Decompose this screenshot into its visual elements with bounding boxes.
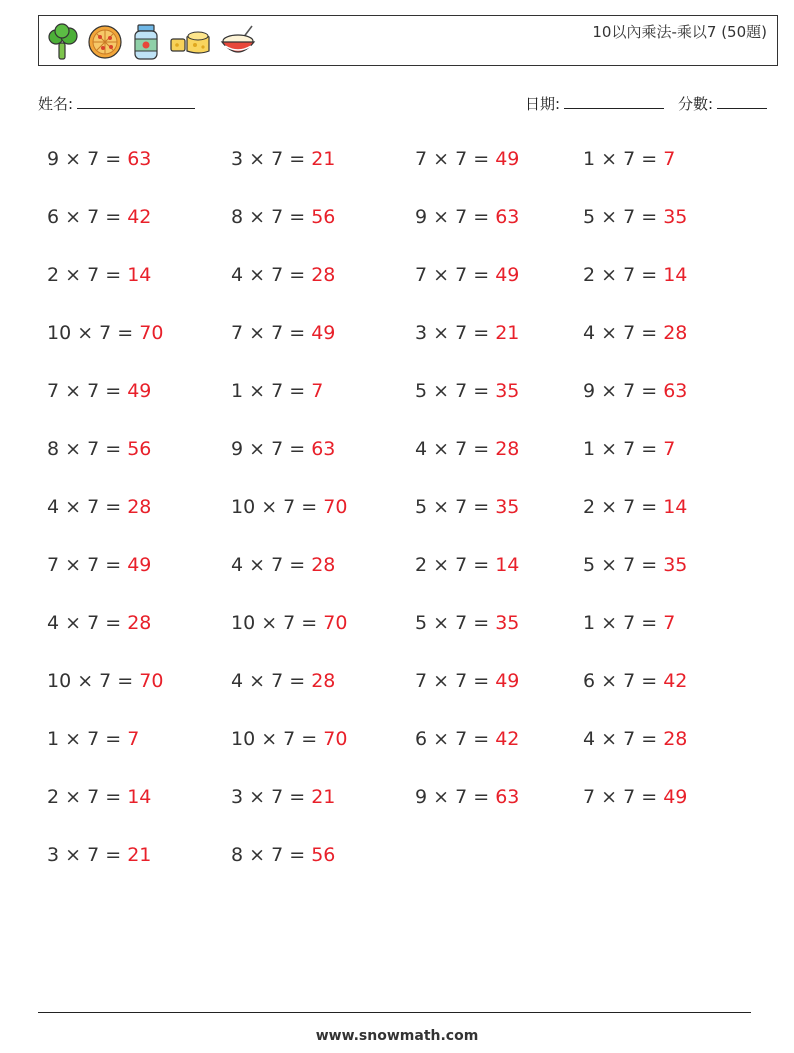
problem-item (231, 438, 335, 460)
problem-answer: 28 (663, 322, 688, 344)
problem-answer: 42 (663, 670, 688, 692)
problem-item (231, 322, 335, 344)
problem-item (231, 496, 347, 518)
problem-answer: 28 (663, 728, 688, 750)
problem-question: 1 × 7 = (583, 438, 664, 460)
problem-item (583, 670, 687, 692)
problem-item (415, 496, 519, 518)
name-label: 姓名: (38, 95, 74, 113)
problem-answer: 35 (663, 206, 688, 228)
problem-answer: 7 (663, 148, 676, 170)
problem-item (415, 612, 519, 634)
problem-answer: 56 (127, 438, 152, 460)
problem-answer: 28 (495, 438, 520, 460)
problem-answer: 49 (127, 380, 152, 402)
problem-item (415, 148, 519, 170)
date-label: 日期: (525, 95, 561, 113)
problem-item (583, 206, 687, 228)
problem-answer: 28 (311, 554, 336, 576)
problem-item (231, 148, 335, 170)
problem-answer: 42 (127, 206, 152, 228)
problem-item (583, 438, 675, 460)
problem-question: 2 × 7 = (583, 264, 664, 286)
problem-item (231, 844, 335, 866)
problem-question: 3 × 7 = (415, 322, 496, 344)
problem-question: 8 × 7 = (231, 206, 312, 228)
problem-item (47, 380, 151, 402)
problem-question: 1 × 7 = (583, 148, 664, 170)
problem-question: 2 × 7 = (415, 554, 496, 576)
problem-item (47, 438, 151, 460)
problem-item (583, 554, 687, 576)
problem-question: 5 × 7 = (415, 612, 496, 634)
problem-answer: 21 (311, 786, 336, 808)
problem-item (415, 206, 519, 228)
problem-item (583, 322, 687, 344)
problem-answer: 14 (663, 264, 688, 286)
problem-question: 9 × 7 = (47, 148, 128, 170)
problem-question: 10 × 7 = (231, 496, 324, 518)
problem-answer: 7 (663, 612, 676, 634)
problem-item (583, 380, 687, 402)
name-field[interactable] (38, 93, 195, 114)
problem-answer: 49 (495, 670, 520, 692)
problem-question: 9 × 7 = (583, 380, 664, 402)
problem-question: 4 × 7 = (231, 554, 312, 576)
problem-item (583, 612, 675, 634)
problem-question: 10 × 7 = (47, 670, 140, 692)
problem-item (415, 728, 519, 750)
footer-divider (38, 1012, 751, 1013)
problem-answer: 28 (127, 612, 152, 634)
problem-question: 6 × 7 = (415, 728, 496, 750)
score-line[interactable] (717, 94, 767, 109)
problem-answer: 35 (495, 496, 520, 518)
problem-item (47, 148, 151, 170)
problem-item (47, 554, 151, 576)
problem-question: 3 × 7 = (47, 844, 128, 866)
problem-answer: 28 (311, 670, 336, 692)
problem-answer: 7 (311, 380, 324, 402)
problem-question: 3 × 7 = (231, 786, 312, 808)
problem-answer: 70 (323, 496, 348, 518)
problem-answer: 70 (323, 612, 348, 634)
problem-item (231, 264, 335, 286)
problem-answer: 63 (127, 148, 152, 170)
problem-question: 4 × 7 = (47, 496, 128, 518)
problem-answer: 63 (311, 438, 336, 460)
problem-question: 7 × 7 = (415, 670, 496, 692)
problem-question: 6 × 7 = (47, 206, 128, 228)
worksheet-title: 10以內乘法-乘以7 (50題) (592, 23, 767, 41)
problem-question: 9 × 7 = (231, 438, 312, 460)
problem-question: 8 × 7 = (47, 438, 128, 460)
problem-question: 10 × 7 = (231, 728, 324, 750)
problem-answer: 21 (311, 148, 336, 170)
problem-question: 9 × 7 = (415, 206, 496, 228)
problem-item (415, 322, 519, 344)
broccoli-icon (47, 23, 79, 61)
problem-item (415, 438, 519, 460)
problem-item (415, 264, 519, 286)
problem-question: 7 × 7 = (415, 264, 496, 286)
problem-answer: 42 (495, 728, 520, 750)
problem-item (583, 786, 687, 808)
problem-answer: 49 (663, 786, 688, 808)
problem-question: 1 × 7 = (231, 380, 312, 402)
problem-question: 4 × 7 = (583, 728, 664, 750)
problem-item (415, 786, 519, 808)
cheese-icon (169, 25, 211, 59)
problem-answer: 35 (495, 380, 520, 402)
problem-item (231, 728, 347, 750)
problem-question: 4 × 7 = (583, 322, 664, 344)
footer-url: www.snowmath.com (315, 1028, 479, 1044)
problem-answer: 63 (663, 380, 688, 402)
problem-question: 7 × 7 = (415, 148, 496, 170)
name-line[interactable] (77, 94, 195, 109)
problem-question: 2 × 7 = (47, 264, 128, 286)
problem-answer: 28 (127, 496, 152, 518)
problem-question: 5 × 7 = (415, 380, 496, 402)
problem-item (231, 612, 347, 634)
problem-item (47, 670, 163, 692)
problem-item (415, 670, 519, 692)
problem-item (415, 554, 519, 576)
problem-question: 5 × 7 = (583, 554, 664, 576)
problem-answer: 7 (127, 728, 140, 750)
problem-question: 1 × 7 = (583, 612, 664, 634)
problem-question: 7 × 7 = (583, 786, 664, 808)
score-label: 分數: (678, 95, 714, 113)
problem-item (47, 728, 139, 750)
problem-question: 6 × 7 = (583, 670, 664, 692)
jam-jar-icon (131, 23, 161, 61)
problem-question: 7 × 7 = (47, 554, 128, 576)
problem-answer: 63 (495, 786, 520, 808)
problem-item (231, 554, 335, 576)
problem-question: 4 × 7 = (415, 438, 496, 460)
problem-item (47, 496, 151, 518)
problem-item (231, 786, 335, 808)
pizza-icon (87, 24, 123, 60)
problem-answer: 63 (495, 206, 520, 228)
problem-item (231, 670, 335, 692)
problem-item (47, 206, 151, 228)
food-icons (47, 22, 257, 62)
problem-item (47, 844, 151, 866)
problem-item (231, 380, 323, 402)
problem-answer: 70 (139, 670, 164, 692)
problem-item (583, 496, 687, 518)
score-field[interactable] (678, 93, 767, 114)
problem-question: 7 × 7 = (47, 380, 128, 402)
problem-item (583, 264, 687, 286)
problem-question: 2 × 7 = (47, 786, 128, 808)
problem-question: 1 × 7 = (47, 728, 128, 750)
problem-answer: 14 (495, 554, 520, 576)
problem-answer: 49 (495, 264, 520, 286)
rice-bowl-icon (219, 24, 257, 60)
problem-answer: 21 (495, 322, 520, 344)
problem-answer: 35 (663, 554, 688, 576)
problem-question: 10 × 7 = (47, 322, 140, 344)
problem-question: 3 × 7 = (231, 148, 312, 170)
problem-answer: 56 (311, 206, 336, 228)
problem-answer: 35 (495, 612, 520, 634)
problem-question: 9 × 7 = (415, 786, 496, 808)
problem-answer: 49 (495, 148, 520, 170)
problem-answer: 14 (663, 496, 688, 518)
problem-question: 2 × 7 = (583, 496, 664, 518)
problem-answer: 7 (663, 438, 676, 460)
date-line[interactable] (564, 94, 664, 109)
problem-answer: 49 (311, 322, 336, 344)
problem-question: 5 × 7 = (415, 496, 496, 518)
problem-item (47, 786, 151, 808)
problem-item (47, 264, 151, 286)
problem-item (47, 322, 163, 344)
problem-question: 4 × 7 = (47, 612, 128, 634)
problem-answer: 28 (311, 264, 336, 286)
problem-item (583, 728, 687, 750)
problem-answer: 21 (127, 844, 152, 866)
problem-question: 7 × 7 = (231, 322, 312, 344)
problem-question: 8 × 7 = (231, 844, 312, 866)
problem-question: 4 × 7 = (231, 670, 312, 692)
problem-question: 10 × 7 = (231, 612, 324, 634)
problem-question: 5 × 7 = (583, 206, 664, 228)
problem-answer: 14 (127, 264, 152, 286)
problem-question: 4 × 7 = (231, 264, 312, 286)
problem-item (47, 612, 151, 634)
problem-answer: 49 (127, 554, 152, 576)
problem-answer: 14 (127, 786, 152, 808)
problem-answer: 70 (139, 322, 164, 344)
problem-answer: 56 (311, 844, 336, 866)
problem-item (415, 380, 519, 402)
problem-answer: 70 (323, 728, 348, 750)
problem-item (231, 206, 335, 228)
problem-item (583, 148, 675, 170)
date-field[interactable] (525, 93, 664, 114)
header-box (38, 15, 778, 66)
